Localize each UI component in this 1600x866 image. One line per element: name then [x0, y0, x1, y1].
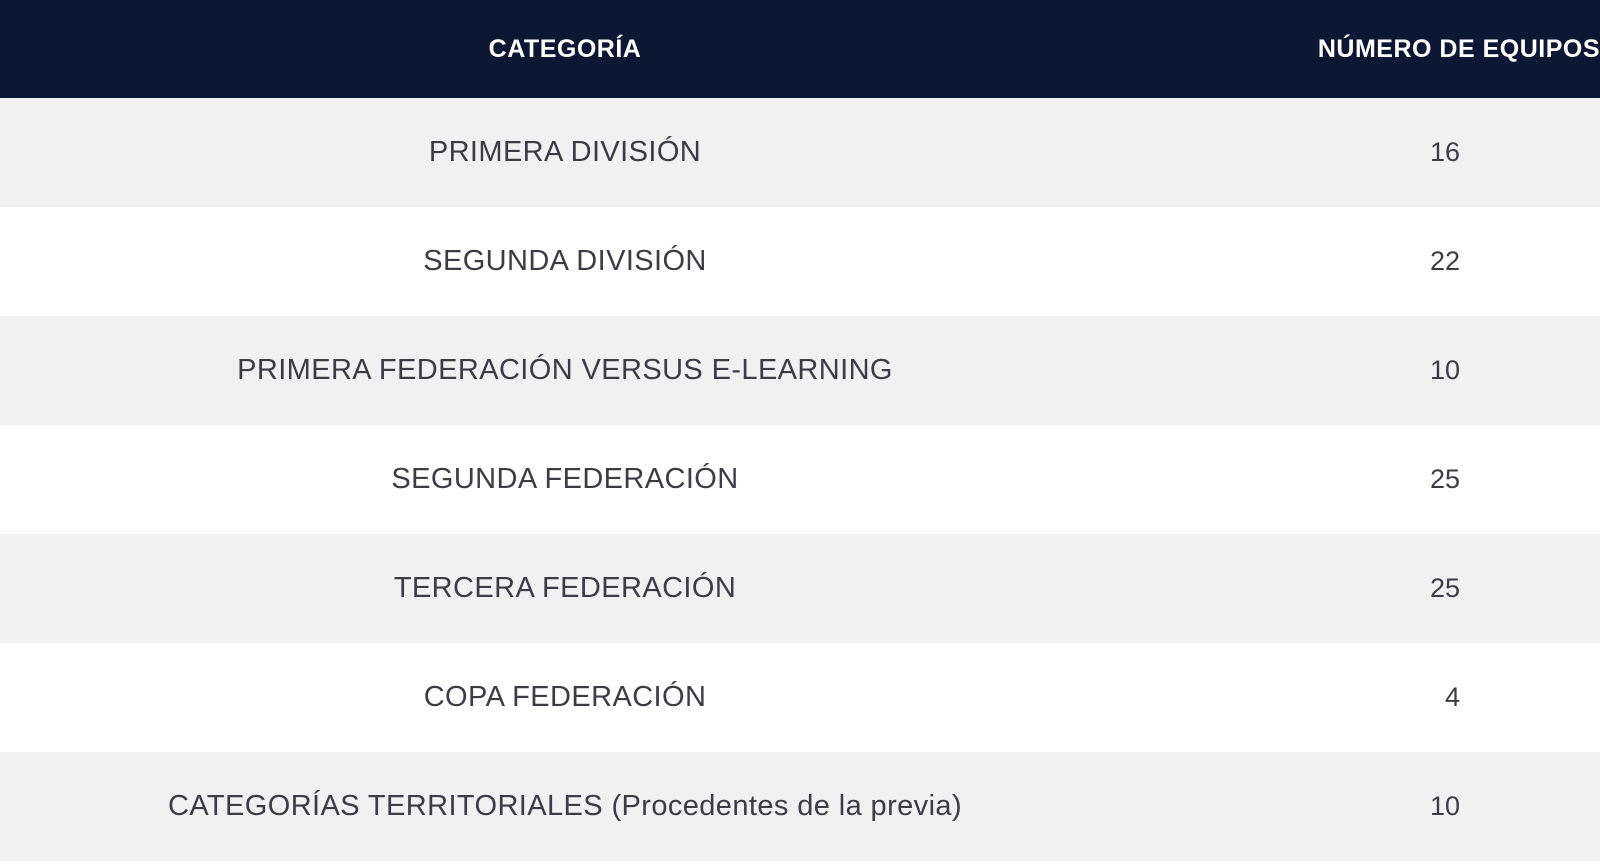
- cell-numero: 16: [1429, 137, 1460, 167]
- table-row: [0, 207, 1600, 316]
- cell-numero: 22: [1429, 246, 1460, 276]
- cell-numero: 25: [1429, 573, 1460, 603]
- cell-categoria: TERCERA FEDERACIÓN: [393, 572, 737, 604]
- table-row: [0, 643, 1600, 752]
- table-row: [0, 534, 1600, 643]
- cell-numero: 10: [1429, 791, 1460, 821]
- cell-categoria: SEGUNDA FEDERACIÓN: [391, 463, 739, 495]
- cell-categoria: PRIMERA FEDERACIÓN VERSUS E-LEARNING: [237, 354, 893, 386]
- cell-categoria: CATEGORÍAS TERRITORIALES (Procedentes de la previa): [167, 790, 962, 822]
- cell-numero: 4: [1444, 682, 1460, 712]
- column-header-categoria: CATEGORÍA: [488, 34, 642, 63]
- cell-categoria: PRIMERA DIVISIÓN: [428, 136, 702, 168]
- table-header-row: [0, 0, 1600, 98]
- table-row: [0, 425, 1600, 534]
- table-body: [0, 98, 1600, 861]
- cell-categoria: SEGUNDA DIVISIÓN: [423, 245, 707, 277]
- column-header-numero-equipos: NÚMERO DE EQUIPOS: [1317, 34, 1600, 63]
- cell-categoria: COPA FEDERACIÓN: [423, 681, 707, 713]
- table-row: [0, 98, 1600, 207]
- cell-numero: 25: [1429, 464, 1460, 494]
- table-header: [0, 0, 1600, 98]
- table-row: [0, 752, 1600, 861]
- cell-numero: 10: [1429, 355, 1460, 385]
- table-row: [0, 316, 1600, 425]
